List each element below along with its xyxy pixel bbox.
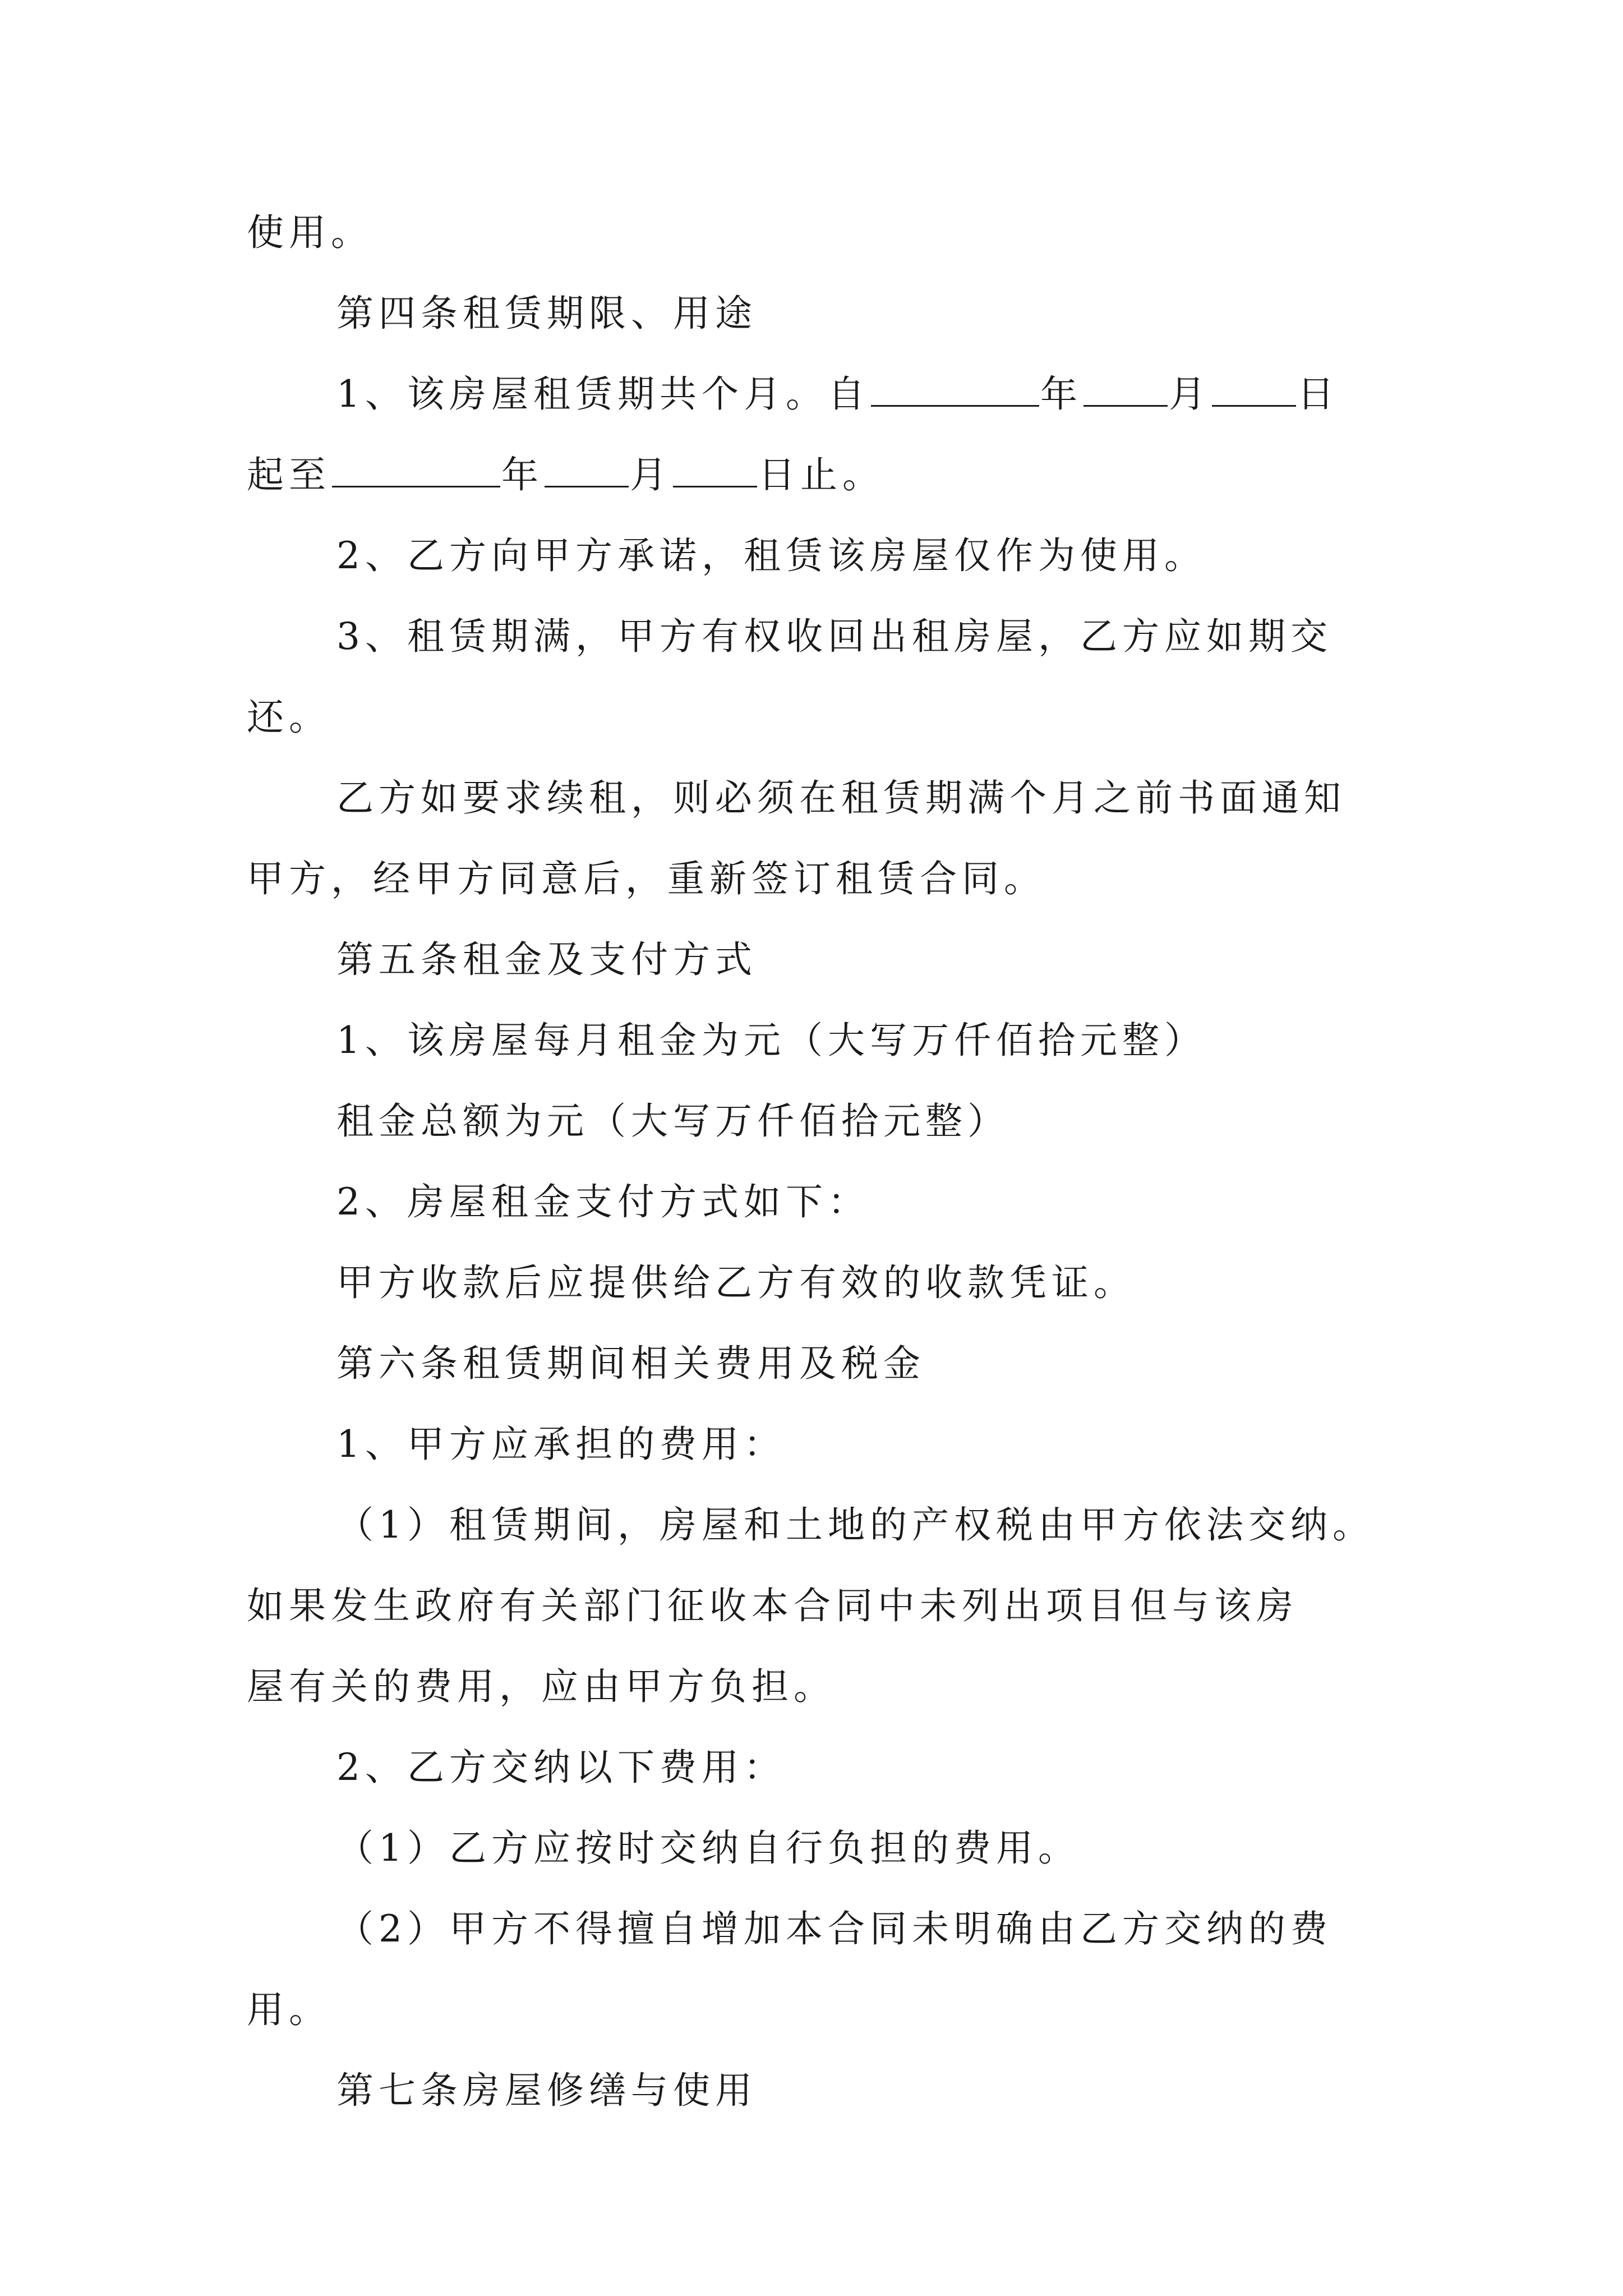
text-line: 2、房屋租金支付方式如下： <box>336 1180 870 1223</box>
blank-field <box>1212 371 1296 407</box>
text-line: （1）租赁期间，房屋和土地的产权税由甲方依法交纳。 <box>336 1503 1375 1547</box>
line-segment: 日止。 <box>758 453 884 496</box>
text-line: 甲方，经甲方同意后，重新签订租赁合同。 <box>247 857 1046 900</box>
text-line: 2、乙方向甲方承诺，租赁该房屋仅作为使用。 <box>336 534 1206 577</box>
text-line: 还。 <box>247 696 331 739</box>
text-line: 乙方如要求续租，则必须在租赁期满个月之前书面通知 <box>336 776 1346 820</box>
text-line <box>247 448 884 502</box>
text-line <box>336 367 1339 421</box>
text-line: 3、租赁期满，甲方有权收回出租房屋，乙方应如期交 <box>336 615 1332 658</box>
blank-field <box>545 452 629 487</box>
text-line: 1、甲方应承担的费用： <box>336 1423 786 1466</box>
blank-field <box>673 452 757 487</box>
section-heading: 第七条房屋修缮与使用 <box>336 2069 757 2112</box>
text-line: （2）甲方不得擅自增加本合同未明确由乙方交纳的费 <box>336 1907 1332 1950</box>
line-segment: 1、该房屋租赁期共个月。自 <box>336 372 870 416</box>
text-line: 甲方收款后应提供给乙方有效的收款凭证。 <box>336 1261 1136 1304</box>
section-heading: 第六条租赁期间相关费用及税金 <box>336 1342 925 1385</box>
text-line: 如果发生政府有关部门征收本合同中未列出项目但与该房 <box>247 1584 1298 1627</box>
text-line: 2、乙方交纳以下费用： <box>336 1746 786 1789</box>
line-segment: 日 <box>1297 372 1339 416</box>
line-segment: 月 <box>630 453 672 496</box>
text-line: 用。 <box>247 1988 331 2031</box>
line-segment: 年 <box>501 453 543 496</box>
line-segment: 起至 <box>247 453 331 496</box>
section-heading: 第五条租金及支付方式 <box>336 938 757 981</box>
text-line: 1、该房屋每月租金为元（大写万仟佰拾元整） <box>336 1019 1206 1062</box>
line-segment: 年 <box>1040 372 1082 416</box>
text-line: 屋有关的费用，应由甲方负担。 <box>247 1665 836 1708</box>
text-line: 使用。 <box>247 211 373 254</box>
line-segment: 月 <box>1169 372 1211 416</box>
blank-field <box>332 452 500 487</box>
blank-field <box>1083 371 1168 407</box>
text-line: （1）乙方应按时交纳自行负担的费用。 <box>336 1826 1080 1870</box>
blank-field <box>871 371 1039 407</box>
text-line: 租金总额为元（大写万仟佰拾元整） <box>336 1099 1009 1143</box>
section-heading: 第四条租赁期限、用途 <box>336 292 757 335</box>
